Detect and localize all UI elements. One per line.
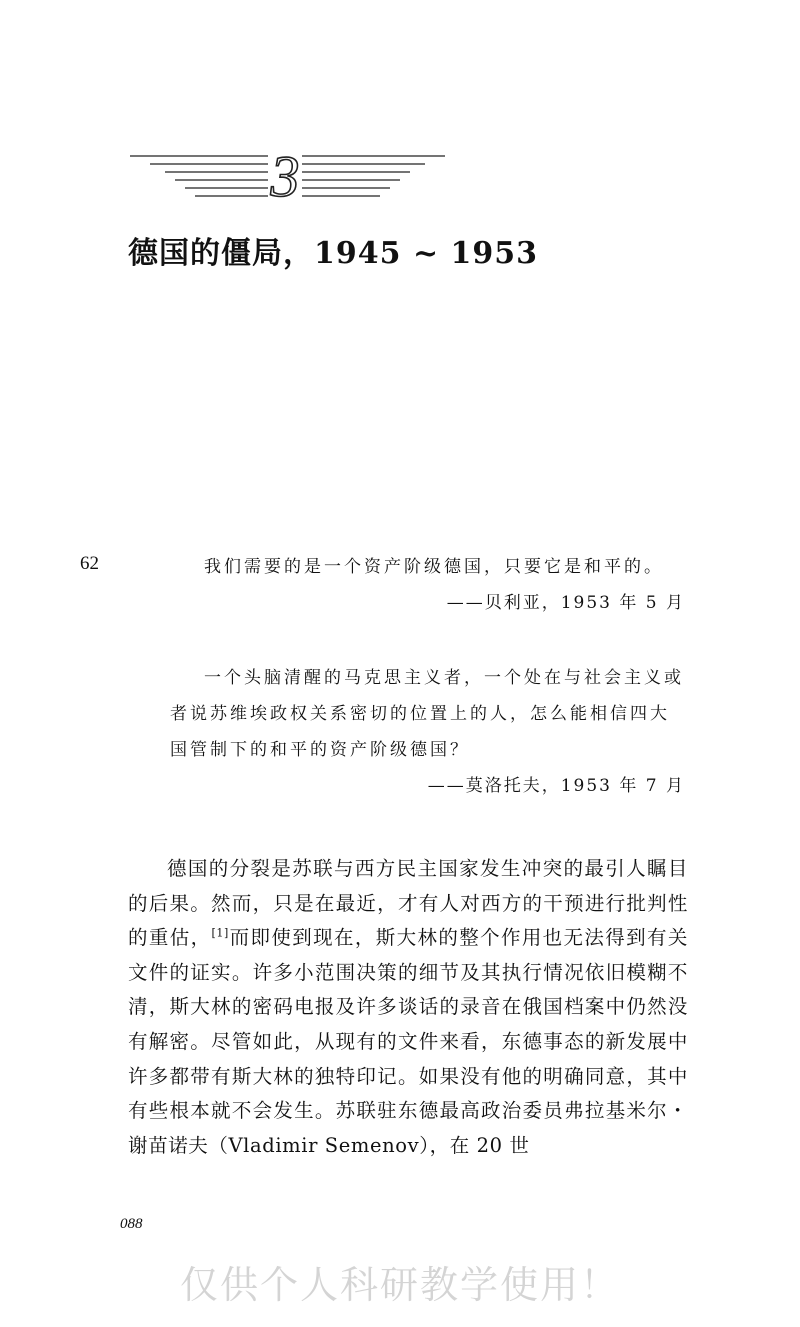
epigraph-text: 我们需要的是一个资产阶级德国，只要它是和平的。 — [204, 557, 664, 577]
margin-page-number: 62 — [80, 553, 99, 574]
body-text-part: 而即使到现在，斯大林的整个作用也无法得到有关文件的证实。许多小范围决策的细节及其执行情况依旧模糊不清，斯大林的密码电报及许多谈话的录音在俄国档案中仍然没有解密。尽管如此，从现有的文件来看，东德事态的新发展中许多都带有斯大林的独特印记。如果没有他的明确同意，其中有些根本就不会发生。苏联驻东德最高政治委员弗拉基米尔・谢苗诺夫（Vladimir Semenov），在 20 世 — [128, 926, 688, 1157]
chapter-title: 德国的僵局，1945 ~ 1953 — [128, 236, 539, 271]
epigraph — [170, 549, 685, 621]
chapter-number-ornament-icon — [120, 140, 450, 210]
body-paragraph — [128, 852, 688, 1163]
chapter-number: 3 — [270, 144, 300, 209]
epigraph — [170, 660, 685, 804]
body-text-part: 德国的分裂是苏联与西方民主国家发生冲突的最引人瞩目的后果。然而，只是在最近，才有人对西方的干预进行批判性的重估， — [128, 857, 688, 950]
page-number: 088 — [120, 1216, 143, 1232]
epigraph-attribution: ——莫洛托夫，1953 年 7 月 — [427, 776, 685, 796]
footnote-reference[interactable]: [1] — [211, 926, 229, 940]
watermark: 仅供个人科研教学使用！ — [179, 1263, 620, 1307]
chapter-ornament — [120, 140, 450, 210]
body-text — [128, 852, 688, 1163]
epigraph-text: 一个头脑清醒的马克思主义者，一个处在与社会主义或者说苏维埃政权关系密切的位置上的人，怎么能相信四大国管制下的和平的资产阶级德国？ — [170, 668, 684, 760]
epigraph-attribution: ——贝利亚，1953 年 5 月 — [446, 593, 685, 613]
